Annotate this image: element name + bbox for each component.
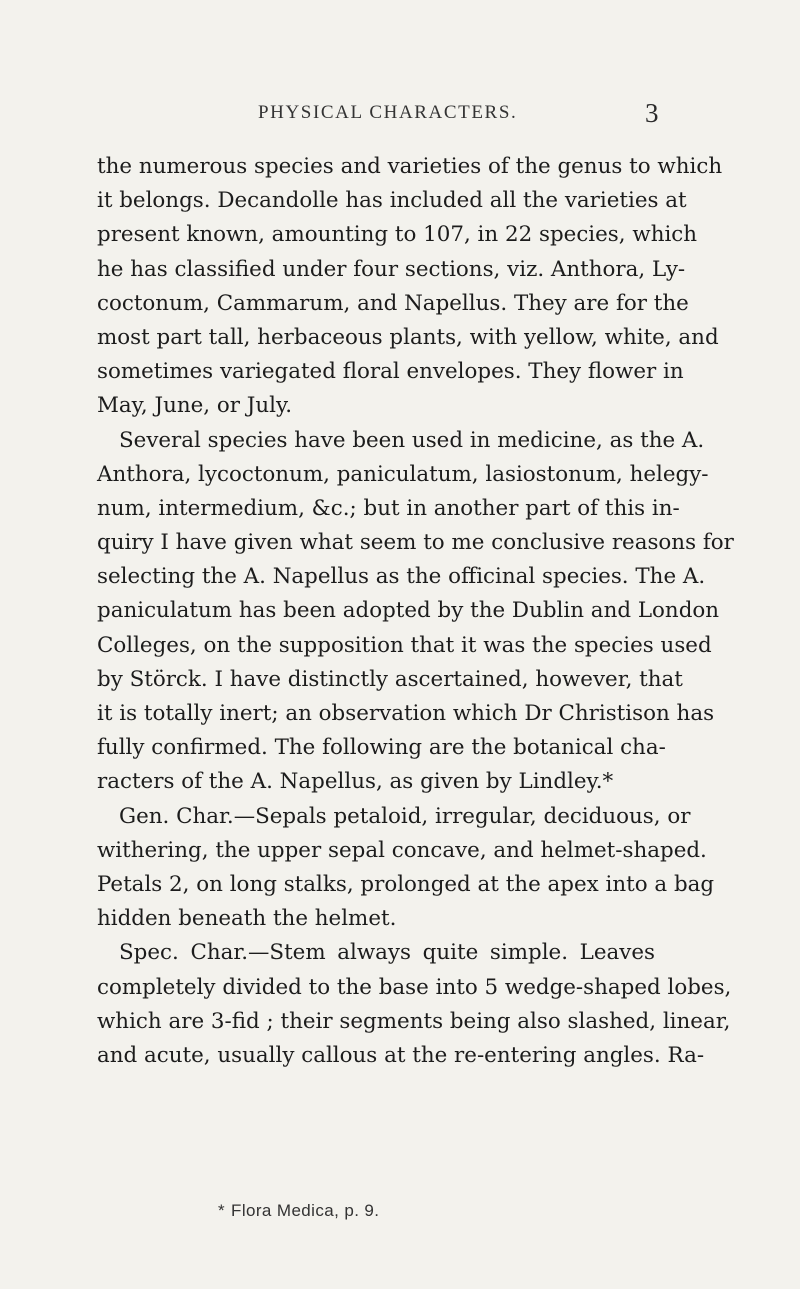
text-line: Colleges, on the supposition that it was the species used: [97, 632, 712, 658]
text-line: num, intermedium, &c.; but in another part of this in-: [97, 495, 680, 521]
text-line: he has classified under four sections, viz. Anthora, Ly-: [97, 256, 686, 282]
text-line: it is totally inert; an observation which Dr Christison has: [97, 701, 715, 726]
text-line: it belongs. Decandolle has included all the varieties at: [97, 188, 687, 214]
footnote: [218, 1201, 379, 1221]
footnote-text: Flora Medica, p. 9.: [231, 1201, 380, 1220]
page-number: 3: [645, 98, 659, 128]
text-line: hidden beneath the helmet.: [97, 906, 397, 932]
text-line: which are 3-fid ; their segments being also slashed, linear,: [97, 1008, 731, 1034]
text-line: coctonum, Cammarum, and Napellus. They are for the: [97, 290, 689, 316]
text-line: paniculatum has been adopted by the Dublin and London: [97, 598, 720, 624]
text-line: Gen. Char.—Sepals petaloid, irregular, deciduous, or: [119, 803, 691, 829]
text-line: Several species have been used in medicine, as the A.: [119, 427, 705, 453]
text-line: Petals 2, on long stalks, prolonged at the apex into a bag: [97, 871, 715, 897]
text-line: racters of the A. Napellus, as given by Lindley.*: [97, 769, 614, 795]
running-head: PHYSICAL CHARACTERS.: [258, 102, 518, 123]
text-line: sometimes variegated floral envelopes. They flower in: [97, 359, 684, 385]
text-line: fully confirmed. The following are the botanical cha-: [97, 735, 666, 761]
text-line: present known, amounting to 107, in 22 species, which: [97, 222, 698, 248]
page-header: [0, 98, 800, 138]
body-text: [97, 150, 734, 1073]
text-line: Spec. Char.—Stem always quite simple. Leaves: [119, 940, 655, 966]
text-line: and acute, usually callous at the re-entering angles. Ra-: [97, 1042, 705, 1068]
text-line: most part tall, herbaceous plants, with yellow, white, and: [97, 324, 719, 350]
text-line: the numerous species and varieties of the genus to which: [97, 154, 723, 179]
text-line: selecting the A. Napellus as the officinal species. The A.: [97, 564, 706, 590]
text-line: quiry I have given what seem to me conclusive reasons for: [97, 530, 734, 556]
text-line: May, June, or July.: [97, 393, 293, 419]
text-line: completely divided to the base into 5 wedge-shaped lobes,: [97, 974, 732, 1000]
footnote-mark: *: [218, 1201, 226, 1220]
text-line: Anthora, lycoctonum, paniculatum, lasiostonum, helegy-: [97, 461, 709, 487]
text-line: by Störck. I have distinctly ascertained, however, that: [97, 666, 683, 692]
text-line: withering, the upper sepal concave, and helmet-shaped.: [97, 837, 707, 863]
